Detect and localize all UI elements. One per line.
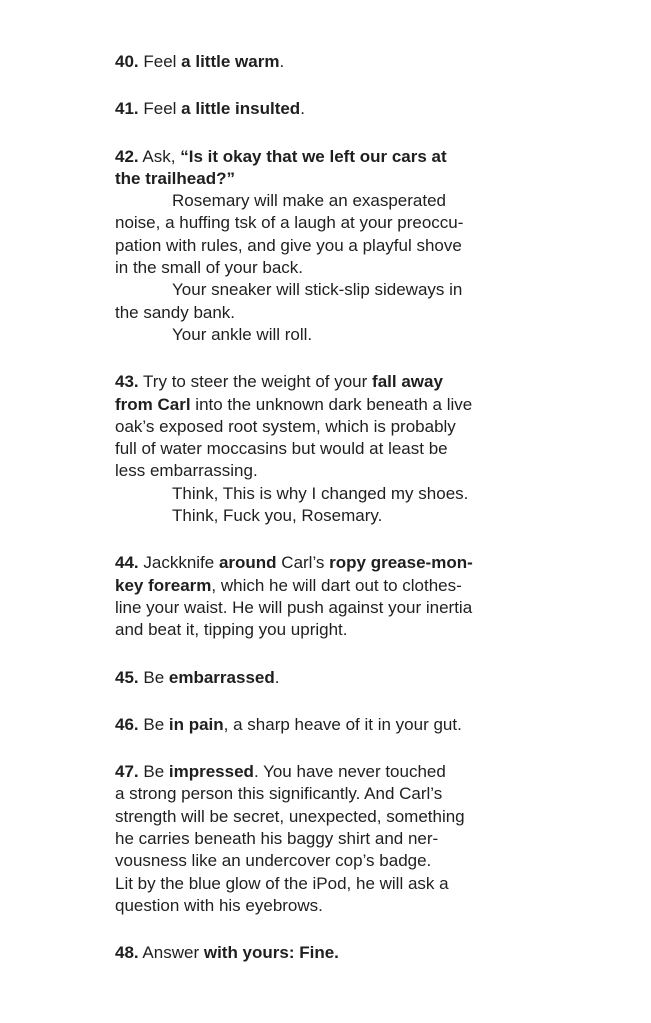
- text-line: [115, 371, 651, 393]
- text-line: [115, 850, 651, 872]
- text-line: [115, 942, 651, 964]
- bold-text-run: in pain: [168, 714, 224, 734]
- text-line: [115, 895, 651, 917]
- text-run: Jackknife: [138, 553, 219, 573]
- text-run: Feel: [138, 52, 182, 71]
- text-run: Try to steer the weight of your: [138, 372, 373, 392]
- text-line: [115, 235, 651, 257]
- text-run: less embarrassing.: [115, 461, 258, 481]
- text-run: into the unknown dark beneath a live: [190, 394, 473, 414]
- text-run: Carl’s: [276, 553, 330, 573]
- text-run: Your sneaker will stick-slip sideways in: [172, 280, 463, 300]
- text-run: pation with rules, and give you a playful shove: [115, 235, 462, 255]
- text-run: Your ankle will roll.: [172, 324, 313, 344]
- text-run: Feel: [138, 99, 182, 119]
- text-line: [115, 828, 651, 850]
- text-run: line your waist. He will push against your inertia: [115, 597, 473, 617]
- text-run: , a sharp heave of it in your gut.: [223, 714, 462, 734]
- text-run: , which he will dart out to clothes-: [211, 575, 462, 595]
- bold-text-run: around: [218, 553, 277, 573]
- text-run: the sandy bank.: [115, 302, 236, 322]
- bold-text-run: “Is it okay that we left our cars at: [180, 146, 447, 166]
- bold-text-run: a little warm: [181, 52, 280, 71]
- text-run: Ask,: [138, 146, 181, 166]
- text-line: [115, 146, 651, 168]
- text-line: [115, 168, 651, 190]
- text-line: [115, 783, 651, 805]
- text-run: in the small of your back.: [115, 258, 304, 278]
- text-line: [115, 212, 651, 234]
- text-run: Be: [138, 667, 169, 687]
- text-line: [115, 761, 651, 783]
- text-run: vousness like an undercover cop’s badge.: [115, 851, 432, 871]
- text-run: a strong person this significantly. And Carl’s: [115, 784, 443, 804]
- text-line: [115, 714, 651, 736]
- text-line: [115, 597, 651, 619]
- text-line: [115, 460, 651, 482]
- text-line: [115, 873, 651, 895]
- text-run: noise, a huffing tsk of a laugh at your preoccu-: [115, 213, 464, 233]
- text-line: [115, 279, 651, 301]
- bold-text-run: a little insulted: [181, 99, 301, 119]
- text-line: [115, 257, 651, 279]
- text-run: and beat it, tipping you upright.: [115, 620, 348, 640]
- bold-text-run: 44.: [115, 553, 139, 573]
- bold-text-run: embarrassed: [168, 667, 275, 687]
- bold-text-run: 47.: [115, 762, 139, 782]
- text-line: [115, 324, 651, 346]
- text-line: [115, 98, 651, 120]
- list-item-40: [115, 51, 651, 73]
- list-item-43: [115, 371, 651, 527]
- bold-text-run: 40.: [115, 52, 139, 71]
- bold-text-run: 42.: [115, 146, 139, 166]
- text-line: [115, 302, 651, 324]
- text-run: Think, Fuck you, Rosemary.: [172, 506, 383, 526]
- text-run: .: [279, 52, 285, 71]
- list-item-42: [115, 146, 651, 347]
- bold-text-run: impressed: [168, 762, 254, 782]
- bold-text-run: 41.: [115, 99, 139, 119]
- bold-text-run: key forearm: [115, 575, 212, 595]
- text-line: [115, 619, 651, 641]
- text-line: [115, 416, 651, 438]
- text-run: Be: [138, 714, 169, 734]
- text-line: [115, 667, 651, 689]
- bold-text-run: the trailhead?”: [115, 168, 235, 188]
- text-run: .: [274, 667, 280, 687]
- bold-text-run: 48.: [115, 943, 139, 963]
- bold-text-run: from Carl: [115, 394, 191, 414]
- text-line: [115, 806, 651, 828]
- text-run: he carries beneath his baggy shirt and ner-: [115, 829, 439, 849]
- bold-text-run: with yours: Fine.: [203, 943, 339, 963]
- list-item-47: [115, 761, 651, 917]
- text-run: Rosemary will make an exasperated: [172, 191, 447, 211]
- list-item-48: [115, 942, 651, 964]
- text-line: [115, 394, 651, 416]
- list-item-44: [115, 552, 651, 641]
- text-run: .: [300, 99, 305, 119]
- list-item-41: [115, 98, 651, 120]
- text-run: question with his eyebrows.: [115, 895, 323, 915]
- text-run: . You have never touched: [253, 762, 446, 782]
- text-run: Answer: [138, 943, 204, 963]
- text-run: Think, This is why I changed my shoes.: [172, 483, 469, 503]
- text-line: [115, 190, 651, 212]
- text-line: [115, 575, 651, 597]
- bold-text-run: ropy grease-mon-: [329, 553, 473, 573]
- text-run: full of water moccasins but would at least be: [115, 439, 448, 459]
- text-line: [115, 552, 651, 574]
- list-item-45: [115, 667, 651, 689]
- text-line: [115, 505, 651, 527]
- text-run: strength will be secret, unexpected, something: [115, 806, 465, 826]
- text-line: [115, 51, 651, 73]
- list-item-46: [115, 714, 651, 736]
- text-run: oak’s exposed root system, which is probably: [115, 416, 456, 436]
- bold-text-run: 43.: [115, 372, 139, 392]
- text-run: Lit by the blue glow of the iPod, he will ask a: [115, 873, 449, 893]
- text-run: Be: [138, 762, 169, 782]
- bold-text-run: 45.: [115, 667, 139, 687]
- text-line: [115, 438, 651, 460]
- bold-text-run: 46.: [115, 714, 139, 734]
- bold-text-run: fall away: [372, 372, 443, 392]
- text-line: [115, 483, 651, 505]
